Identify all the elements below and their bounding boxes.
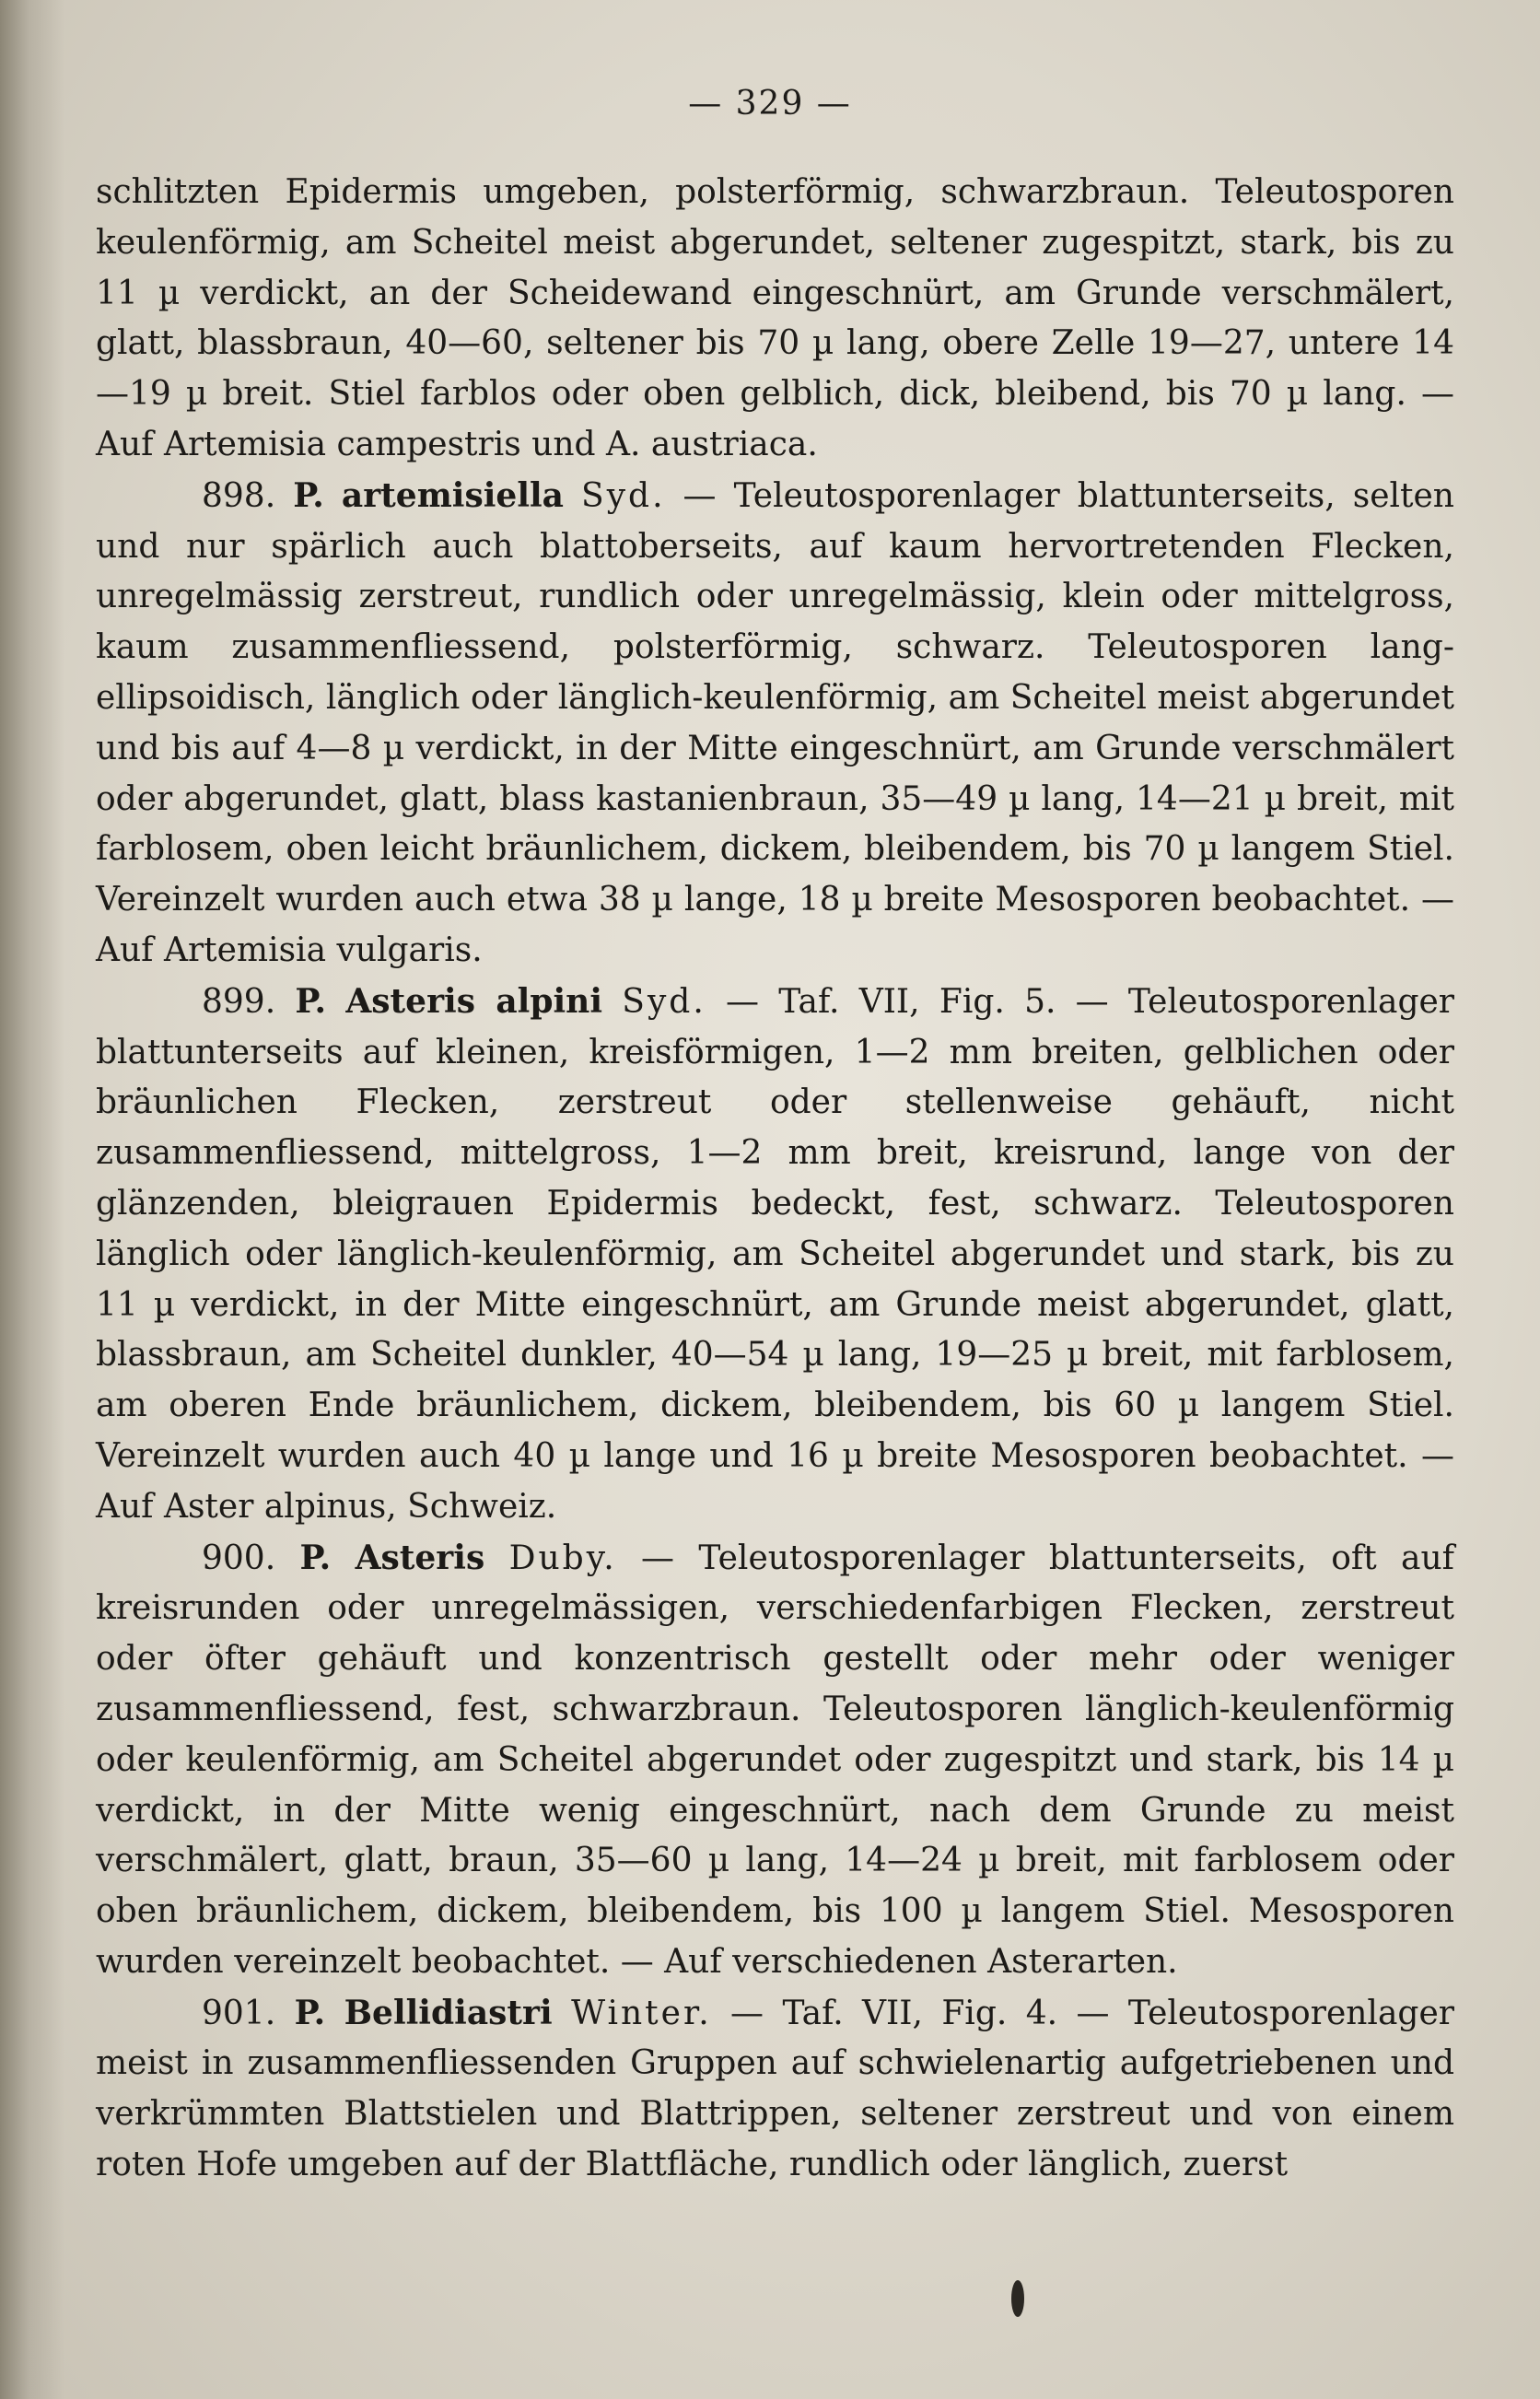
entry-author: Syd. (581, 476, 666, 515)
entry-author: Syd. (622, 982, 706, 1021)
entry-species: artemisiella (341, 475, 564, 515)
intro-paragraph: schlitzten Epidermis umgeben, polsterförmig, schwarzbraun. Teleutosporen keulenförmig, am Scheitel meist abgerundet, seltener zugespitzt, stark, bis zu 11 µ verdickt, an der Scheidewand eingeschnürt, am Grunde verschmälert, glatt, blassbraun, 40—60, seltener bis 70 µ lang, obere Zelle 19—27, untere 14—19 µ breit. Stiel farblos oder oben gelblich, dick, bleibend, bis 70 µ lang. — Auf Artemisia campestris und A. austriaca. (96, 173, 1454, 463)
entry-898 (96, 471, 1454, 977)
entry-genus: P. (293, 475, 324, 515)
entry-genus: P. (294, 1993, 326, 2032)
entry-description: — Taf. VII, Fig. 5. — Teleutosporenlager blattunterseits auf kleinen, kreisförmigen, 1—2 mm breiten, gelblichen oder bräunlichen Flecken, zerstreut oder stellenweise gehäuft, nicht zusammenfliessend, mittelgross, 1—2 mm breit, kreisrund, lange von der glänzenden, bleigrauen Epidermis bedeckt, fest, schwarz. Teleutosporen länglich oder länglich-keulenförmig, am Scheitel abgerundet und stark, bis zu 11 µ verdickt, in der Mitte eingeschnürt, am Grunde meist abgerundet, glatt, blassbraun, am Scheitel dunkler, 40—54 µ lang, 19—25 µ breit, mit farblosem, am oberen Ende bräunlichem, dickem, bleibendem, bis 60 µ langem Stiel. Vereinzelt wurden auch 40 µ lange und 16 µ breite Mesosporen beobachtet. — Auf Aster alpinus, Schweiz. (96, 982, 1455, 1526)
entry-description: — Teleutosporenlager blattunterseits, oft auf kreisrunden oder unregelmässigen, verschiedenfarbigen Flecken, zerstreut oder öfter gehäuft und konzentrisch gestellt oder mehr oder weniger zusammenfliessend, fest, schwarzbraun. Teleutosporen länglich-keulenförmig oder keulenförmig, am Scheitel abgerundet oder zugespitzt und stark, bis 14 µ verdickt, in der Mitte wenig eingeschnürt, nach dem Grunde zu meist verschmälert, glatt, braun, 35—60 µ lang, 14—24 µ breit, mit farblosem oder oben bräunlichem, dickem, bleibendem, bis 100 µ langem Stiel. Mesosporen wurden vereinzelt beobachtet. — Auf verschiedenen Asterarten. (96, 1539, 1455, 1981)
entry-genus: P. (295, 981, 327, 1021)
entry-number: 899. (202, 982, 276, 1021)
entry-description: — Teleutosporenlager blattunterseits, selten und nur spärlich auch blattoberseits, auf kaum hervortretenden Flecken, unregelmässig zerstreut, rundlich oder unregelmässig, klein oder mittelgross, kaum zusammenfliessend, polsterförmig, schwarz. Teleutosporen lang-ellipsoidisch, länglich oder länglich-keulenförmig, am Scheitel meist abgerundet und bis auf 4—8 µ verdickt, in der Mitte eingeschnürt, am Grunde verschmälert oder abgerundet, glatt, blass kastanienbraun, 35—49 µ lang, 14—21 µ breit, mit farblosem, oben leicht bräunlichem, dickem, bleibendem, bis 70 µ langem Stiel. Vereinzelt wurden auch etwa 38 µ lange, 18 µ breite Mesosporen beobachtet. — Auf Artemisia vulgaris. (96, 476, 1454, 969)
entry-number: 898. (202, 476, 276, 515)
entry-species: Bellidiastri (344, 1993, 553, 2032)
entry-901 (96, 1988, 1454, 2191)
page-number: — 329 — (688, 85, 852, 123)
entry-author: Winter. (571, 1994, 712, 2032)
entry-900 (96, 1533, 1454, 1988)
entry-genus: P. (299, 1538, 332, 1577)
entry-899 (96, 977, 1454, 1533)
binding-shadow (0, 0, 64, 2399)
entry-species: Asteris alpini (345, 981, 603, 1021)
ink-blot (1011, 2280, 1024, 2317)
entry-number: 901. (202, 1994, 276, 2032)
entry-author: Duby. (508, 1539, 617, 1577)
body-text (96, 168, 1454, 2191)
entry-description: — Taf. VII, Fig. 4. — Teleutosporenlager meist in zusammenfliessenden Gruppen auf schwielenartig aufgetriebenen und verkrümmten Blattstielen und Blattrippen, seltener zerstreut und von einem roten Hofe umgeben auf der Blattfläche, rundlich oder länglich, zuerst (96, 1994, 1454, 2184)
entry-number: 900. (202, 1539, 276, 1577)
entry-species: Asteris (355, 1538, 485, 1577)
